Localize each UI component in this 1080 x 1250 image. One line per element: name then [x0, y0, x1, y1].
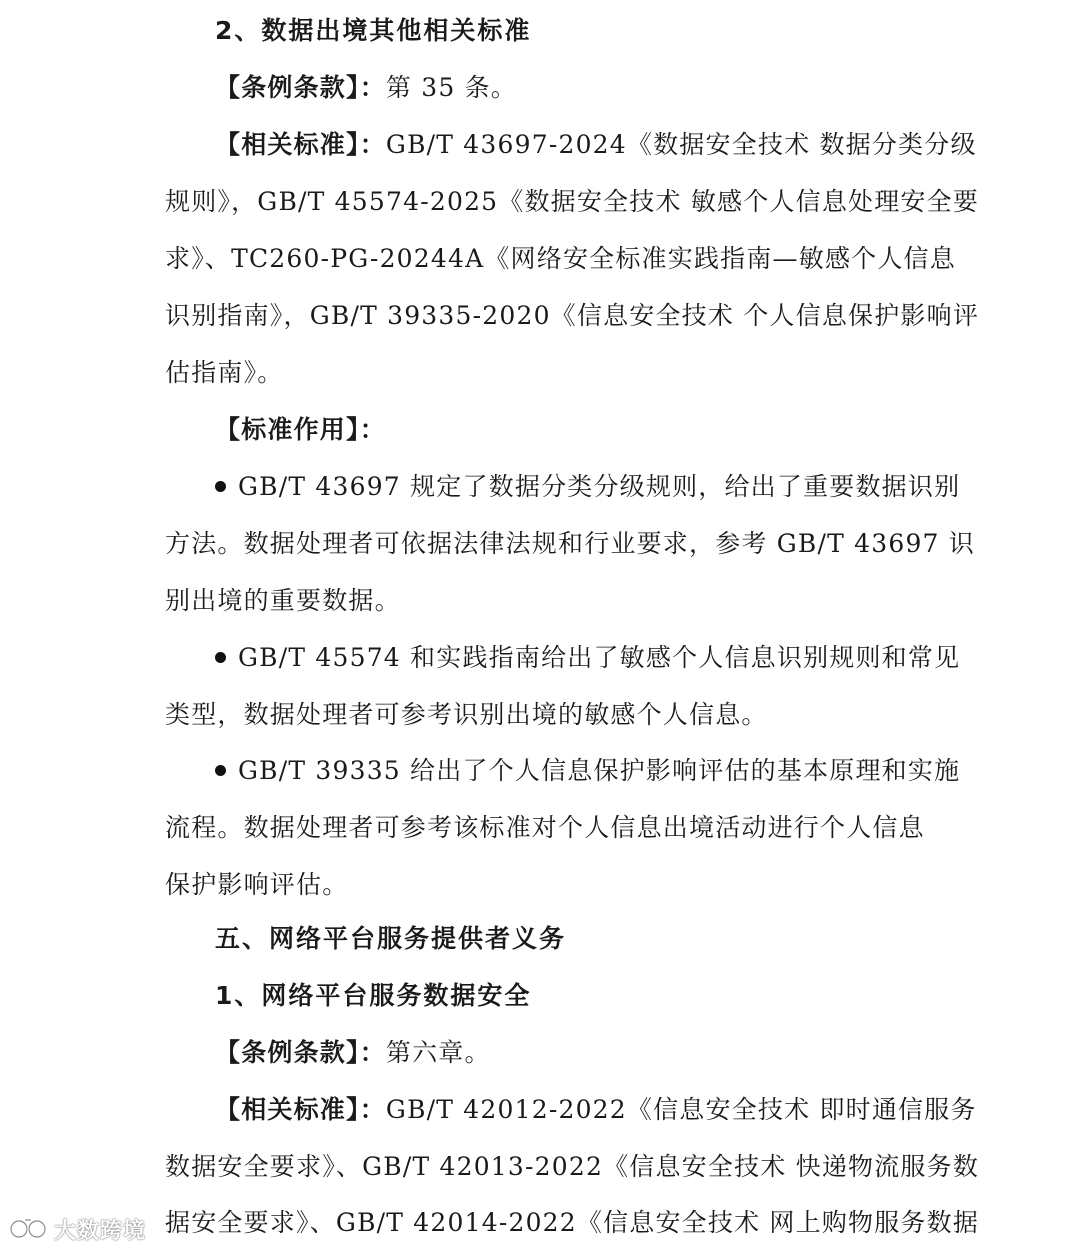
- text-line: 据安全要求》、GB/T 42014-2022《信息安全技术 网上购物服务数据: [165, 1208, 980, 1237]
- text-line: 保护影响评估。: [165, 870, 349, 899]
- text-line: GB/T 42012-2022《信息安全技术 即时通信服务: [385, 1095, 977, 1124]
- bullet-icon: [215, 765, 226, 776]
- bullet-item-3: [215, 754, 961, 788]
- text-line: GB/T 43697 规定了数据分类分级规则，给出了重要数据识别: [238, 472, 961, 501]
- text-line: 数据安全要求》、GB/T 42013-2022《信息安全技术 快递物流服务数: [165, 1152, 980, 1181]
- text-line: GB/T 39335 给出了个人信息保护影响评估的基本原理和实施: [238, 756, 961, 785]
- paragraph-regulation-clause-2: [215, 1036, 917, 1070]
- bullet-item-2: [215, 641, 961, 675]
- watermark-text: 大数跨境: [54, 1218, 147, 1244]
- text-line: 估指南》。: [165, 358, 284, 387]
- text-regulation-clause: 第 35 条。: [385, 73, 518, 102]
- text-line: 识别指南》，GB/T 39335-2020《信息安全技术 个人信息保护影响评: [165, 301, 980, 330]
- bullet-item-1: [215, 470, 961, 504]
- text-regulation-clause: 第六章。: [385, 1038, 491, 1067]
- paragraph-regulation-clause: [215, 71, 917, 105]
- text-line: 别出境的重要数据。: [165, 586, 401, 615]
- paragraph-related-standards: [215, 128, 977, 162]
- text-line: 类型，数据处理者可参考识别出境的敏感个人信息。: [165, 700, 768, 729]
- bullet-icon: [215, 481, 226, 492]
- label-regulation-clause: 【条例条款】：: [215, 73, 386, 102]
- label-related-standards: 【相关标准】：: [215, 1095, 386, 1124]
- section-heading-platform-data-security: 1、网络平台服务数据安全: [215, 981, 532, 1010]
- watermark: [8, 1212, 146, 1246]
- section-heading-data-export-standards: 2、数据出境其他相关标准: [215, 16, 532, 45]
- text-line: GB/T 43697-2024《数据安全技术 数据分类分级: [385, 130, 977, 159]
- bullet-icon: [215, 652, 226, 663]
- label-standard-role: 【标准作用】：: [215, 415, 386, 444]
- label-related-standards: 【相关标准】：: [215, 130, 386, 159]
- text-line: 求》、TC260-PG-20244A《网络安全标准实践指南—敏感个人信息: [165, 244, 956, 273]
- text-line: GB/T 45574 和实践指南给出了敏感个人信息识别规则和常见: [238, 643, 961, 672]
- watermark-logo-icon: [8, 1214, 50, 1244]
- text-line: 规则》，GB/T 45574-2025《数据安全技术 敏感个人信息处理安全要: [165, 187, 980, 216]
- text-line: 方法。数据处理者可依据法律法规和行业要求，参考 GB/T 43697 识: [165, 529, 976, 558]
- text-line: 流程。数据处理者可参考该标准对个人信息出境活动进行个人信息: [165, 813, 925, 842]
- label-regulation-clause: 【条例条款】：: [215, 1038, 386, 1067]
- paragraph-related-standards-2: [215, 1093, 977, 1127]
- section-heading-platform-obligations: 五、网络平台服务提供者义务: [215, 924, 567, 953]
